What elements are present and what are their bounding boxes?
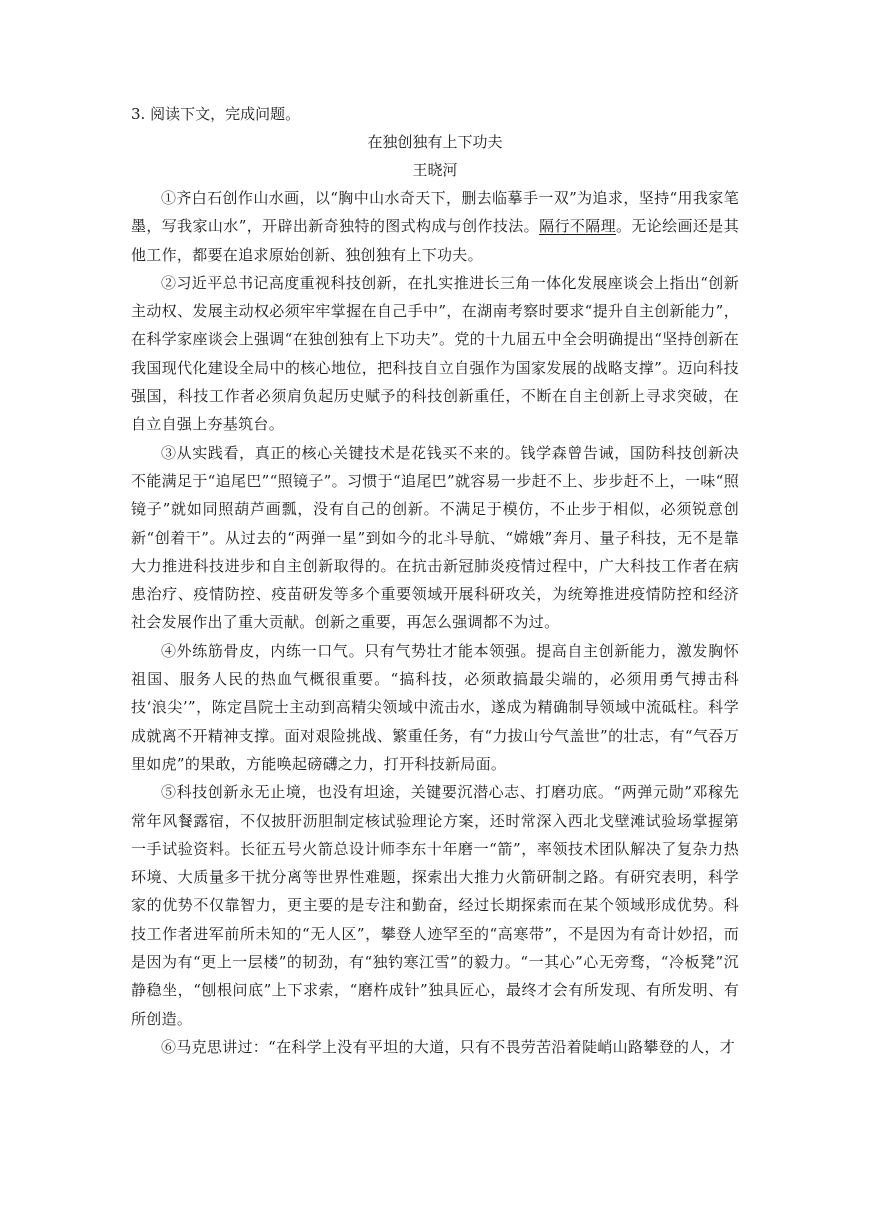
question-number: 3. [131,105,146,123]
paragraph-1-text-before: ①齐白石创作山水画，以“胸中山水奇天下，删去临摹手一双”为追求，坚持“用我家笔墨，写我家山水”，开辟出新奇独特的图式构成与创作技法。 [131,189,739,236]
paragraph-4: ④外练筋骨皮，内练一口气。只有气势壮才能本领强。提高自主创新能力，激发胸怀祖国、服务人民的热血气概很重要。“搞科技，必须敢搞最尖端的，必须用勇气搏击科技‘浪尖’”，陈定昌院士主动到高精尖领域中流击水，遂成为精确制导领域中流砥柱。科学成就离不开精神支撑。面对艰险挑战、繁重任务，有“力拔山兮气盖世”的壮志，有“气吞万里如虎”的果敢，方能唤起磅礴之力，打开科技新局面。 [131,641,739,773]
paragraph-5: ⑤科技创新永无止境，也没有坦途，关键要沉潜心志、打磨功底。“两弹元勋”邓稼先常年风餐露宿，不仅披肝沥胆制定核试验理论方案，还时常深入西北戈壁滩试验场掌握第一手试验资料。长征五号火箭总设计师李东十年磨一“箭”，率领技术团队解决了复杂力热环境、大质量多干扰分离等世界性难题，探索出大推力火箭研制之路。有研究表明，科学家的优势不仅靠智力，更主要的是专注和勤奋，经过长期探索而在某个领域形成优势。科技工作者进军前所未知的“无人区”，攀登人迹罕至的“高寒带”，不是因为有奇计妙招，而是因为有“更上一层楼”的韧劲，有“独钓寒江雪”的毅力。“一其心”心无旁骛，“冷板凳”沉静稳坐，“刨根问底”上下求索，“磨杵成针”独具匠心，最终才会有所发现、有所发明、有所创造。 [131,783,739,1028]
question-heading [131,100,739,128]
question-prompt: 阅读下文，完成问题。 [150,105,301,123]
underlined-phrase: 隔行不隔理 [539,217,616,236]
paragraph-1 [131,184,739,269]
paragraph-6: ⑥马克思讲过：“在科学上没有平坦的大道，只有不畏劳苦沿着陡峭山路攀登的人，才 [161,1037,736,1056]
paragraph-3: ③从实践看，真正的核心关键技术是花钱买不来的。钱学森曾告诫，国防科技创新决不能满足于“追尾巴”“照镜子”。习惯于“追尾巴”就容易一步赶不上、步步赶不上，一味“照镜子”就如同照葫芦画瓢，没有自己的创新。不满足于模仿，不止步于相似，必须锐意创新“创着干”。从过去的“两弹一星”到如今的北斗导航、“嫦娥”奔月、量子科技，无不是靠大力推进科技进步和自主创新取得的。在抗击新冠肺炎疫情过程中，广大科技工作者在病患治疗、疫情防控、疫苗研发等多个重要领域开展科研攻关，为统筹推进疫情防控和经济社会发展作出了重大贡献。创新之重要，再怎么强调都不为过。 [131,443,739,632]
paragraph-2: ②习近平总书记高度重视科技创新，在扎实推进长三角一体化发展座谈会上指出“创新主动权、发展主动权必须牢牢掌握在自己手中”，在湖南考察时要求“提升自主创新能力”，在科学家座谈会上强调“在独创独有上下功夫”。党的十九届五中全会明确提出“坚持创新在我国现代化建设全局中的核心地位，把科技自立自强作为国家发展的战略支撑”。迈向科技强国，科技工作者必须肩负起历史赋予的科技创新重任，不断在自主创新上寻求突破，在自立自强上夯基筑台。 [131,273,739,434]
article-title: 在独创独有上下功夫 [367,133,503,151]
article-author: 王晓河 [412,161,458,179]
paragraph-1-text-after: 。无论绘画还是其他工作，都要在追求原始创新、独创独有上下功夫。 [131,217,739,264]
document-content [131,100,739,1061]
